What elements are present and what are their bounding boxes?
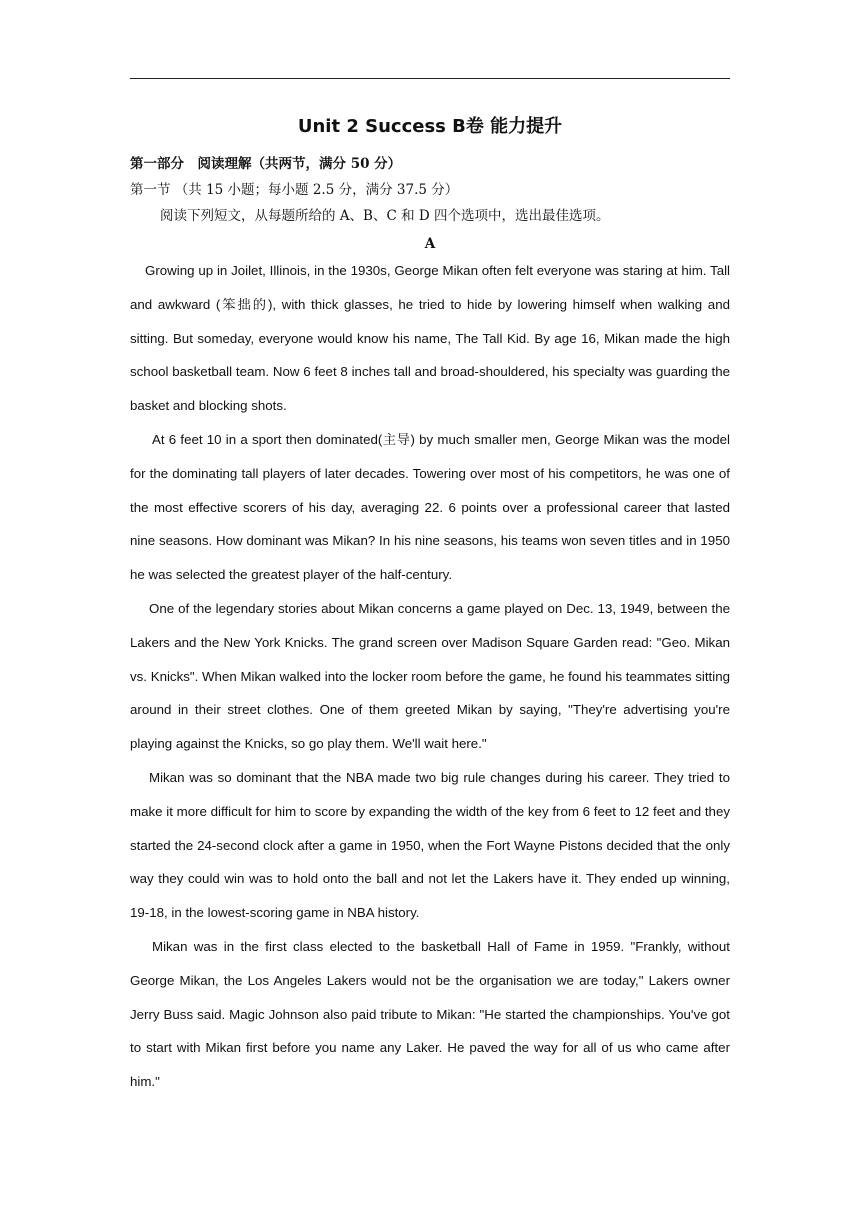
document-title: Unit 2 Success B卷 能力提升 <box>297 116 563 137</box>
passage-paragraph: Growing up in Joilet, Illinois, in the 1930s, George Mikan often felt everyone was staring at him. Tall and awkward (笨拙的), with thick glasses, he tried to hide by lowering himself when walking and sitting. But someday, everyone would know his name, The Tall Kid. By age 16, Mikan made the high school basketball team. Now 6 feet 8 inches tall and broad-shouldered, his specialty was guarding the basket and blocking shots. <box>130 263 730 414</box>
subsection-heading: 第一节 （共 15 小题；每小题 2.5 分，满分 37.5 分） <box>130 182 459 198</box>
passage-paragraph: At 6 feet 10 in a sport then dominated(主导) by much smaller men, George Mikan was the model for the dominating tall players of later decades. Towering over most of his competitors, he was one of the most effective scorers of his day, averaging 22. 6 points over a professional career that lasted nine seasons. How dominant was Mikan? In his nine seasons, his teams won seven titles and in 1950 he was selected the greatest player of the half-century. <box>130 431 730 583</box>
passage-body <box>130 254 730 1099</box>
passage-label: A <box>424 236 436 252</box>
header-rule <box>130 78 730 79</box>
passage-paragraph: One of the legendary stories about Mikan concerns a game played on Dec. 13, 1949, between the Lakers and the New York Knicks. The grand screen over Madison Square Garden read: "Geo. Mikan vs. Knicks". When Mikan walked into the locker room before the game, he found his teammates sitting around in their street clothes. One of them greeted Mikan by saying, "They're advertising you're playing against the Knicks, so go play them. We'll wait here." <box>130 600 730 752</box>
instructions: 阅读下列短文，从每题所给的 A、B、C 和 D 四个选项中，选出最佳选项。 <box>160 208 610 224</box>
passage-paragraph: Mikan was so dominant that the NBA made two big rule changes during his career. They tried to make it more difficult for him to score by expanding the width of the key from 6 feet to 12 feet and they started the 24-second clock after a game in 1950, when the Fort Wayne Pistons decided that the only way they could win was to hold onto the ball and not let the Lakers have it. They ended up winning, 19-18, in the lowest-scoring game in NBA history. <box>130 769 730 921</box>
passage-paragraph: Mikan was in the first class elected to the basketball Hall of Fame in 1959. "Frankly, without George Mikan, the Los Angeles Lakers would not be the organisation we are today," Lakers owner Jerry Buss said. Magic Johnson also paid tribute to Mikan: "He started the championships. You've got to start with Mikan first before you name any Laker. He paved the way for all of us who came after him." <box>130 938 730 1090</box>
section-heading: 第一部分 阅读理解（共两节，满分 50 分） <box>130 156 402 172</box>
